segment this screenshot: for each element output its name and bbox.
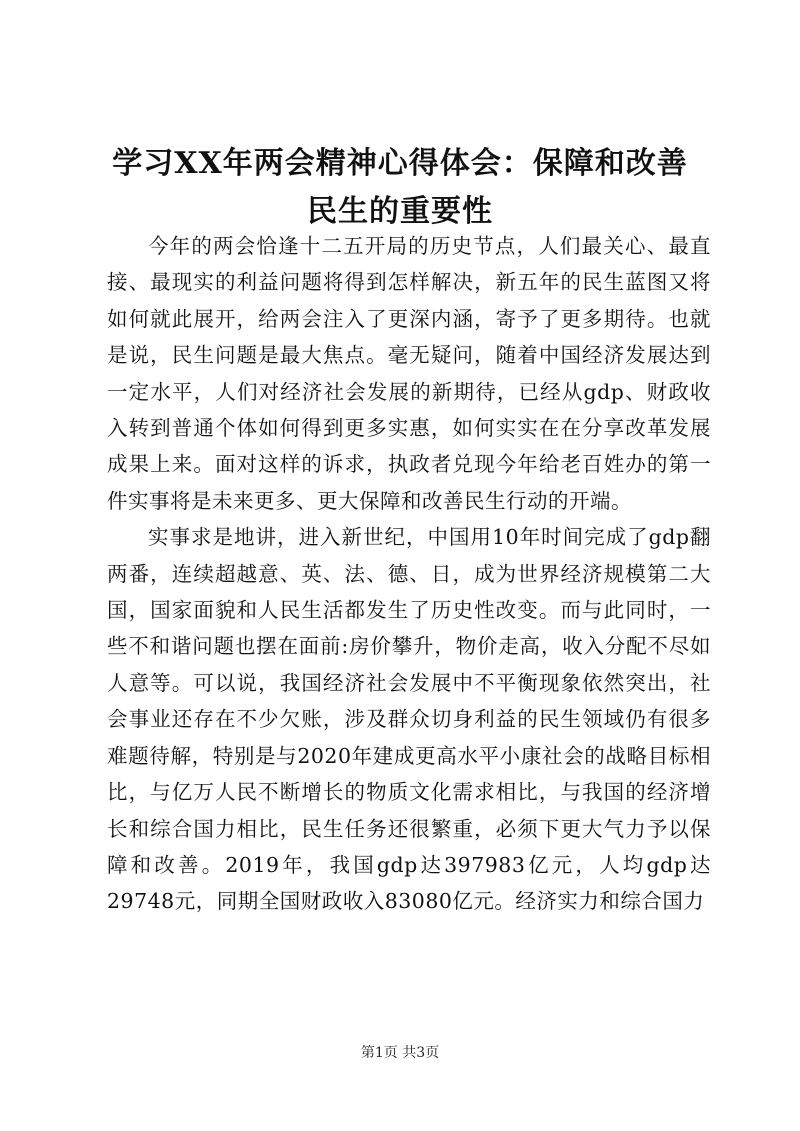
document-body <box>107 228 711 920</box>
paragraph-2: 实事求是地讲，进入新世纪，中国用10年时间完成了gdp翻两番，连续超越意、英、法、德、日，成为世界经济规模第二大国，国家面貌和人民生活都发生了历史性改变。而与此同时，一些不和谐问题也摆在面前:房价攀升，物价走高，收入分配不尽如人意等。可以说，我国经济社会发展中不平衡现象依然突出，社会事业还存在不少欠账，涉及群众切身利益的民生领域仍有很多难题待解，特别是与2020年建成更高水平小康社会的战略目标相比，与亿万人民不断增长的物质文化需求相比，与我国的经济增长和综合国力相比，民生任务还很繁重，必须下更大气力予以保障和改善。2019年，我国gdp达397983亿元，人均gdp达29748元，同期全国财政收入83080亿元。经济实力和综合国力 <box>107 525 711 914</box>
document-title: 学习XX年两会精神心得体会：保障和改善民生的重要性 <box>112 146 688 229</box>
paragraph-1: 今年的两会恰逢十二五开局的历史节点，人们最关心、最直接、最现实的利益问题将得到怎样解决，新五年的民生蓝图又将如何就此展开，给两会注入了更深内涵，寄予了更多期待。也就是说，民生问题是最大焦点。毫无疑问，随着中国经济发展达到一定水平，人们对经济社会发展的新期待，已经从gdp、财政收入转到普通个体如何得到更多实惠，如何实实在在分享改革发展成果上来。面对这样的诉求，执政者兑现今年给老百姓办的第一件实事将是未来更多、更大保障和改善民生行动的开端。 <box>107 234 711 513</box>
page-footer: 第1页 共3页 <box>360 1045 440 1061</box>
